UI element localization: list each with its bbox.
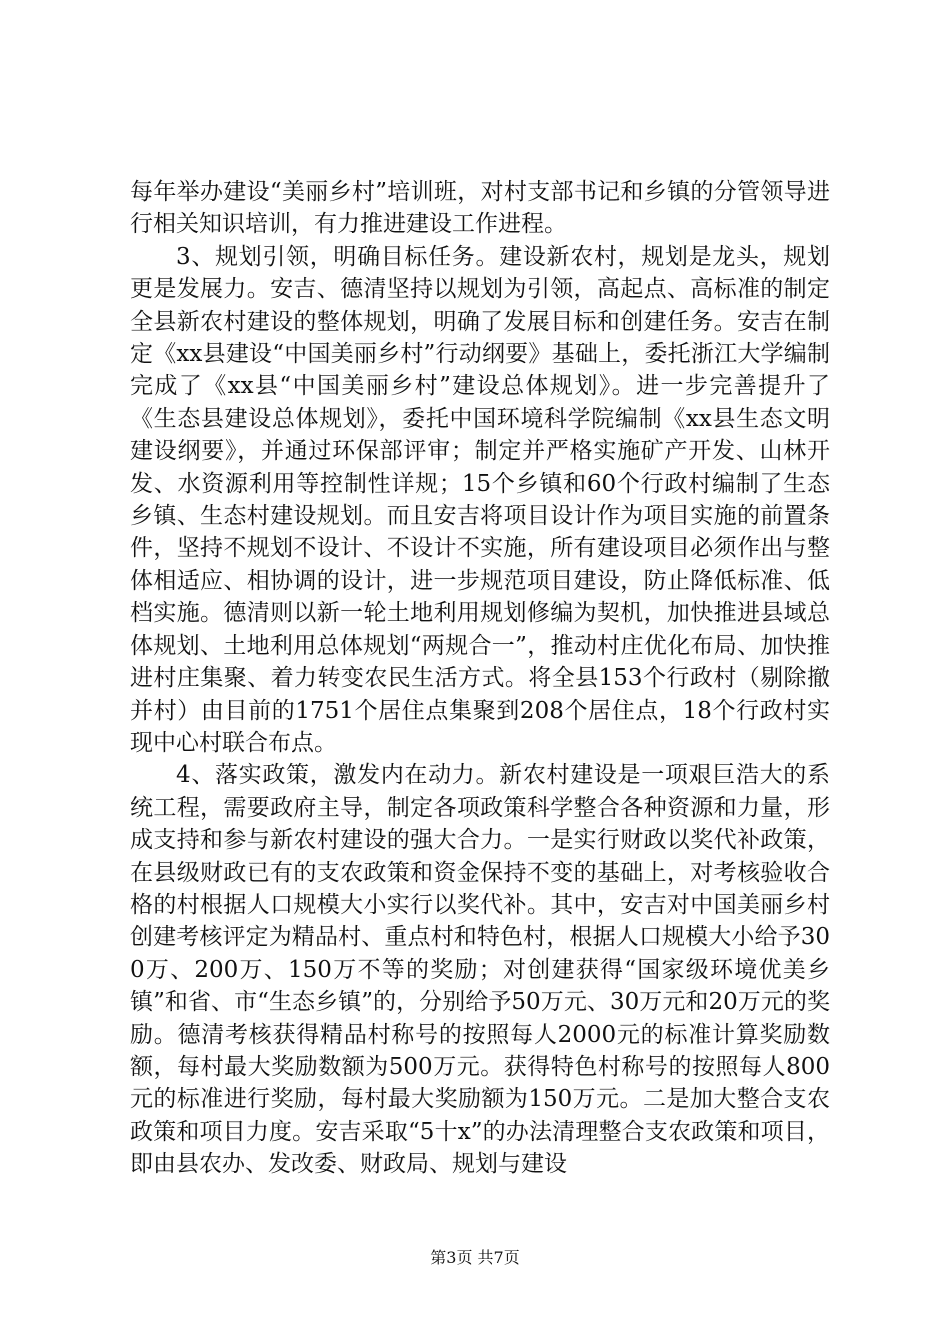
paragraph-2: 3、规划引领，明确目标任务。建设新农村，规划是龙头，规划更是发展力。安吉、德清坚持以规划为引领，高起点、高标准的制定全县新农村建设的整体规划，明确了发展目标和创建任务。安吉在制定《xx县建设“中国美丽乡村”行动纲要》基础上，委托浙江大学编制完成了《xx县“中国美丽乡村”建设总体规划》。进一步完善提升了《生态县建设总体规划》，委托中国环境科学院编制《xx县生态文明建设纲要》，并通过环保部评审；制定并严格实施矿产开发、山林开发、水资源利用等控制性详规；15个乡镇和60个行政村编制了生态乡镇、生态村建设规划。而且安吉将项目设计作为项目实施的前置条件，坚持不规划不设计、不设计不实施，所有建设项目必须作出与整体相适应、相协调的设计，进一步规范项目建设，防止降低标准、低档实施。德清则以新一轮土地利用规划修编为契机，加快推进县域总体规划、土地利用总体规划“两规合一”，推动村庄优化布局、加快推进村庄集聚、着力转变农民生活方式。将全县153个行政村（剔除撤并村）由目前的1751个居住点集聚到208个居住点，18个行政村实现中心村联合布点。	[130, 243, 830, 756]
paragraph-3: 4、落实政策，激发内在动力。新农村建设是一项艰巨浩大的系统工程，需要政府主导，制定各项政策科学整合各种资源和力量，形成支持和参与新农村建设的强大合力。一是实行财政以奖代补政策，在县级财政已有的支农政策和资金保持不变的基础上，对考核验收合格的村根据人口规模大小实行以奖代补。其中，安吉对中国美丽乡村创建考核评定为精品村、重点村和特色村，根据人口规模大小给予300万、200万、150万不等的奖励；对创建获得“国家级环境优美乡镇”和省、市“生态乡镇”的，分别给予50万元、30万元和20万元的奖励。德清考核获得精品村称号的按照每人2000元的标准计算奖励数额，每村最大奖励数额为500万元。获得特色村称号的按照每人800元的标准进行奖励，每村最大奖励额为150万元。二是加大整合支农政策和项目力度。安吉采取“5十x”的办法清理整合支农政策和项目，即由县农办、发改委、财政局、规划与建设	[130, 762, 830, 1178]
paragraph-1: 每年举办建设“美丽乡村”培训班，对村支部书记和乡镇的分管领导进行相关知识培训，有力推进建设工作进程。	[130, 179, 830, 238]
body-text	[130, 176, 830, 1181]
page-footer: 第3页 共7页	[430, 1248, 520, 1267]
